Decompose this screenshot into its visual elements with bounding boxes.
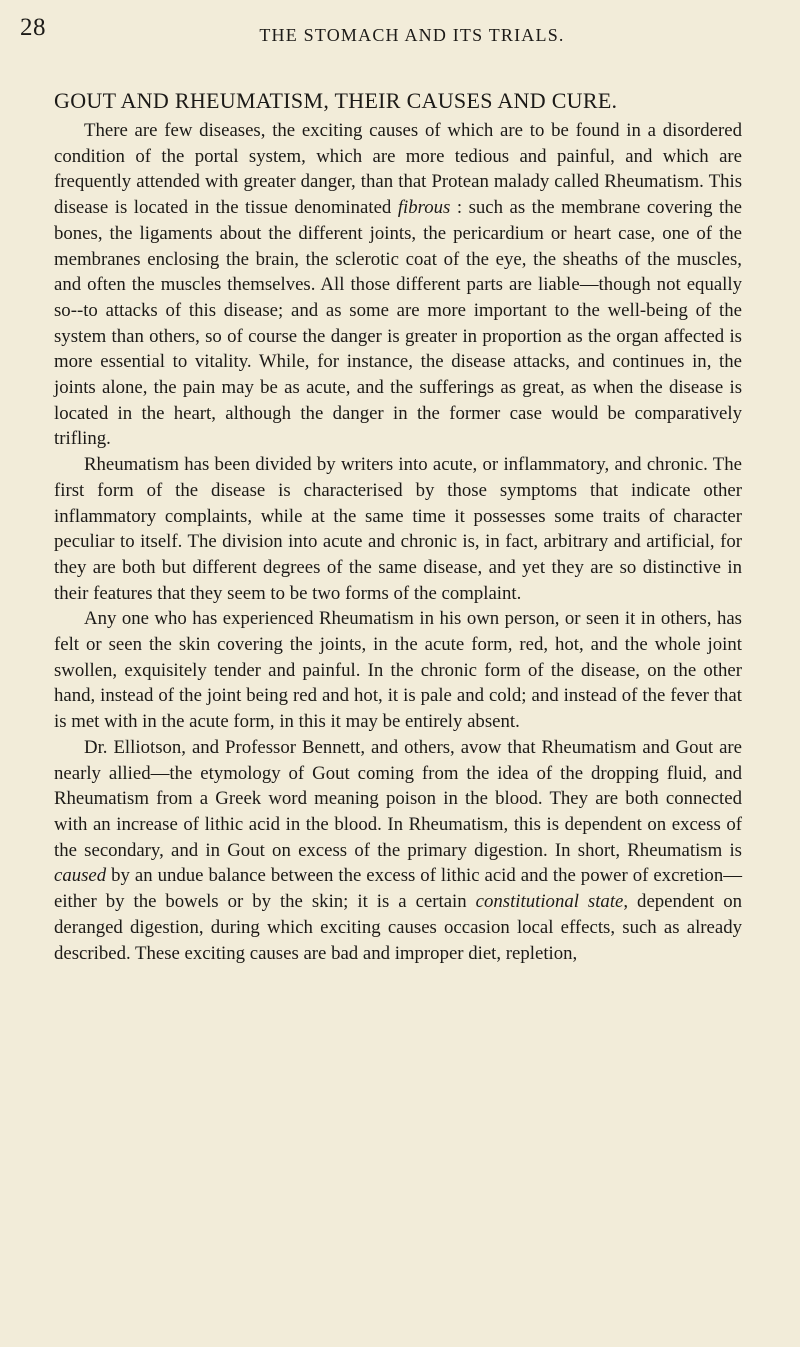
running-head: THE STOMACH AND ITS TRIALS. xyxy=(259,25,565,45)
paragraph: Rheumatism has been divided by writers into acute, or inflammatory, and chronic. The first form of the disease is characterised by those symptoms that indicate other inflammatory complaints, while at the same time it possesses some traits of character peculiar to itself. The division into acute and chronic is, in fact, arbitrary and artificial, for they are both but different degrees of the same disease, and yet they are so distinctive in their features that they seem to be two forms of the complaint. xyxy=(54,454,742,604)
text-run: : such as the membrane covering the bones, the ligaments about the different joints, the pericardium or heart case, one of the membranes enclosing the brain, the sclerotic coat of the eye, the sheaths of the muscles, and often the muscles themselves. All those different parts are liable—though not equally so--to attacks of this disease; and as some are more important to the well-being of the system than others, so of course the danger is greater in proportion as the organ affected is more essential to vitality. While, for instance, the disease attacks, and continues in, the joints alone, the pain may be as acute, and the sufferings as great, as when the disease is located in the heart, although the danger in the former case would be comparatively trifling. xyxy=(54,197,742,450)
text-run: , dependent on deranged digestion, during which exciting causes occasion local effects, such as already described. These exciting causes are bad and improper diet, repletion, xyxy=(54,891,742,964)
text-run: by an undue balance between the excess of lithic acid and the power of excretion—either by the bowels or by the skin; it is a certain xyxy=(54,865,742,913)
text-run: There are few diseases, the exciting causes of which are to be found in a disordered condition of the portal system, which are more tedious and painful, and which are frequently attended with greater danger, than that Protean malady called Rheumatism. This disease is located in the tissue denominated xyxy=(54,120,742,219)
paragraph xyxy=(54,735,742,966)
text-run: Dr. Elliotson, and Professor Bennett, and others, avow that Rheumatism and Gout are nearly allied—the etymology of Gout coming from the idea of the dropping fluid, and Rheumatism from a Greek word meaning poison in the blood. They are both connected with an increase of lithic acid in the blood. In Rheumatism, this is dependent on excess of the secondary, and in Gout on excess of the primary digestion. In short, Rheumatism is xyxy=(54,736,742,861)
body-text xyxy=(54,118,742,966)
paragraph: Any one who has experienced Rheumatism in his own person, or seen it in others, has felt or seen the skin covering the joints, in the acute form, red, hot, and the whole joint swollen, exquisitely tender and painful. In the chronic form of the disease, on the other hand, instead of the joint being red and hot, it is pale and cold; and instead of the fever that is met with in the acute form, in this it may be entirely absent. xyxy=(54,608,742,733)
paragraph xyxy=(54,118,742,452)
italic-term: constitutional state xyxy=(475,891,624,913)
page-number: 28 xyxy=(20,14,46,41)
italic-term: caused xyxy=(54,865,107,887)
chapter-title: GOUT AND RHEUMATISM, THEIR CAUSES AND CURE. xyxy=(54,88,618,113)
italic-term: fibrous xyxy=(397,197,451,219)
